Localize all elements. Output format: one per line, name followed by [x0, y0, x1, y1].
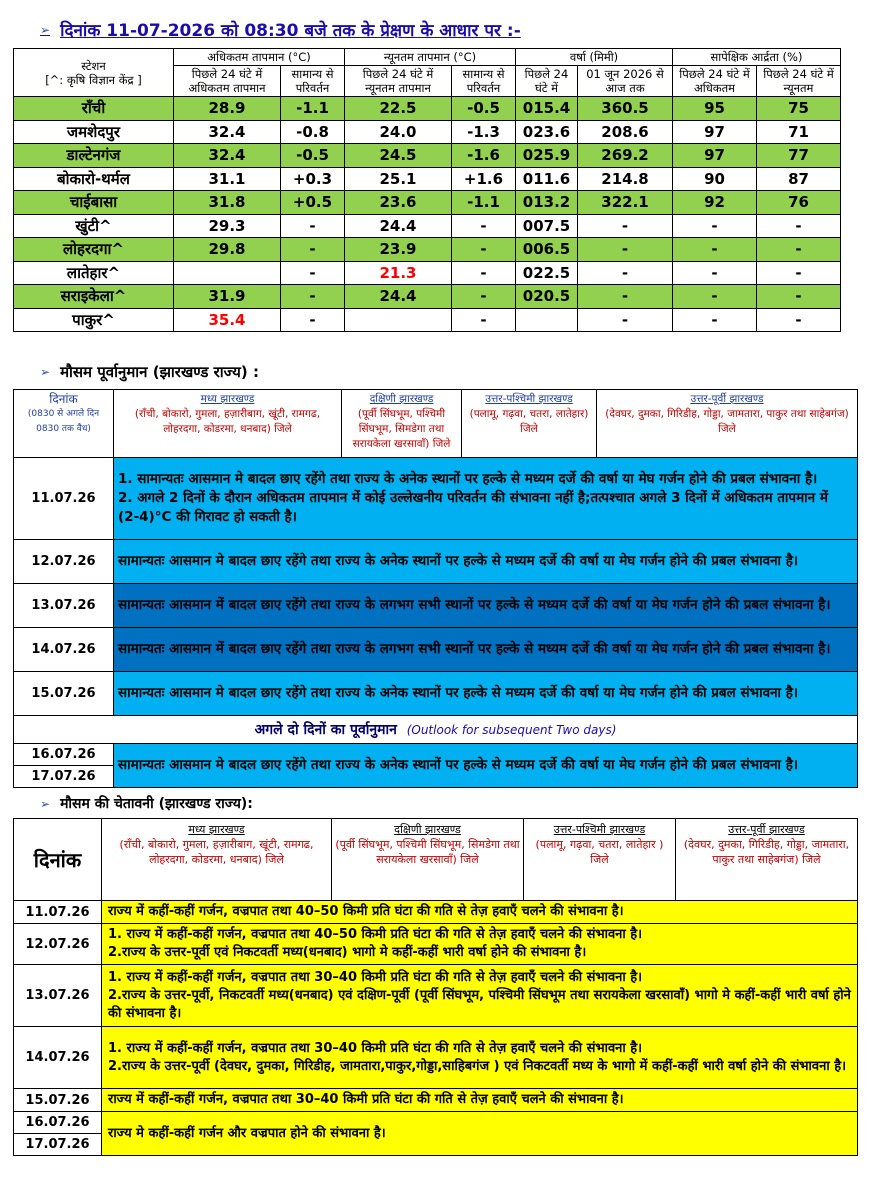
station-name: लातेहार^	[14, 261, 174, 285]
region-header	[114, 390, 342, 458]
station-name: लोहरदगा^	[14, 238, 174, 262]
station-value: -	[757, 214, 841, 238]
station-row	[14, 120, 841, 144]
station-value: -	[673, 285, 757, 309]
station-value: -	[452, 261, 516, 285]
sub-header: सामान्य से परिवर्तन	[281, 66, 345, 97]
station-value: 97	[673, 144, 757, 168]
station-value: -	[452, 238, 516, 262]
station-value: -	[281, 214, 345, 238]
station-row	[14, 191, 841, 215]
station-row	[14, 308, 841, 332]
station-value: 007.5	[516, 214, 578, 238]
station-value: 32.4	[174, 120, 281, 144]
station-value: 71	[757, 120, 841, 144]
station-value: 269.2	[578, 144, 673, 168]
station-value: -	[673, 261, 757, 285]
region-districts: (पूर्वी सिंघभूम, पश्चिमी सिंघभूम, सिमडेगा तथा सरायकेला खरसावाँ) जिले	[335, 838, 520, 866]
warning-date: 12.07.26	[14, 924, 102, 965]
station-value: 23.9	[345, 238, 452, 262]
station-value: -	[673, 214, 757, 238]
station-value: 31.9	[174, 285, 281, 309]
station-name: खुंटी^	[14, 214, 174, 238]
region-name: दक्षिणी झारखण्ड	[369, 393, 434, 405]
warning-text: 1. राज्य में कहीं-कहीं गर्जन, वज्रपात तथा 30–40 किमी प्रति घंटा की गति से तेज़ हवाएँ चलने की संभावना है। 2.राज्य के उत्तर-पूर्वी, निकटवर्ती मध्य(धनबाद) एवं दक्षिण-पूर्वी (पूर्वी सिंघभूम, पश्चिमी सिंघभूम तथा सरायकेला खरसावाँ) भागो मे कहीं-कहीं भारी वर्षा होने की संभावना है।	[102, 965, 858, 1027]
sub-header: पिछले 24 घंटे में न्यूनतम	[757, 66, 841, 97]
region-name: दक्षिणी झारखण्ड	[394, 823, 461, 836]
station-row	[14, 167, 841, 191]
station-value: -	[578, 285, 673, 309]
observation-table	[13, 48, 841, 332]
outlook-sub: (Outlook for subsequent Two days)	[406, 723, 617, 737]
station-value: -0.5	[452, 97, 516, 121]
sub-header: पिछले 24 घंटे में न्यूनतम तापमान	[345, 66, 452, 97]
station-value: 006.5	[516, 238, 578, 262]
arrow-icon: ➢	[40, 22, 51, 37]
date-header-cell	[14, 390, 114, 458]
forecast-date: 14.07.26	[14, 628, 114, 672]
station-value: 24.0	[345, 120, 452, 144]
warning-text: 1. राज्य में कहीं-कहीं गर्जन, वज्रपात तथा 40–50 किमी प्रति घंटा की गति से तेज़ हवाएँ चलने की संभावना है। 2.राज्य के उत्तर-पूर्वी एवं निकटवर्ती मध्य(धनबाद) भागो मे कहीं-कहीं भारी वर्षा होने की संभावना है।	[102, 924, 858, 965]
station-value: 23.6	[345, 191, 452, 215]
warning-date: 13.07.26	[14, 965, 102, 1027]
station-name: राँची	[14, 97, 174, 121]
warning-text: 1. राज्य में कहीं-कहीं गर्जन, वज्रपात तथा 30–40 किमी प्रति घंटा की गति से तेज़ हवाएँ चलने की संभावना है। 2.राज्य के उत्तर-पूर्वी (देवघर, दुमका, गिरिडीह, जामतारा,पाकुर,गोड्डा,साहिबगंज ) एवं निकटवर्ती मध्य के भागो में कहीं-कहीं भारी वर्षा होने की संभावना है।	[102, 1027, 858, 1089]
station-value: 77	[757, 144, 841, 168]
forecast-text: सामान्यतः आसमान में बादल छाए रहेंगे तथा राज्य के लगभग सभी स्थानों पर हल्के से मध्यम दर्जे की वर्षा या मेघ गर्जन होने की प्रबल संभावना है।	[114, 628, 858, 672]
forecast-date: 13.07.26	[14, 584, 114, 628]
outlook-title: अगले दो दिनों का पूर्वानुमान	[254, 722, 397, 738]
station-value: 020.5	[516, 285, 578, 309]
region-name: उत्तर-पूर्वी झारखण्ड	[690, 393, 764, 405]
station-value: -	[578, 261, 673, 285]
station-value: 31.8	[174, 191, 281, 215]
warning-text: राज्य में कहीं-कहीं गर्जन, वज्रपात तथा 30–40 किमी प्रति घंटा की गति से तेज़ हवाएँ चलने की संभावना है।	[102, 1089, 858, 1112]
station-value: -1.6	[452, 144, 516, 168]
station-name: चाईबासा	[14, 191, 174, 215]
station-row	[14, 97, 841, 121]
date-header: दिनांक	[49, 392, 78, 406]
warning-table	[13, 818, 858, 1156]
warning-date-header: दिनांक	[14, 819, 102, 901]
station-value: -1.1	[281, 97, 345, 121]
station-value: 24.4	[345, 285, 452, 309]
forecast-title: मौसम पूर्वानुमान (झारखण्ड राज्य) :	[60, 363, 259, 381]
warning-date: 17.07.26	[14, 1134, 102, 1156]
station-row	[14, 285, 841, 309]
forecast-text: सामान्यतः आसमान में बादल छाए रहेंगे तथा राज्य के लगभग सभी स्थानों पर हल्के से मध्यम दर्जे की वर्षा या मेघ गर्जन होने की प्रबल संभावना है।	[114, 584, 858, 628]
station-value: -1.3	[452, 120, 516, 144]
station-row	[14, 238, 841, 262]
station-value: 75	[757, 97, 841, 121]
station-value: -	[673, 308, 757, 332]
forecast-date: 11.07.26	[14, 458, 114, 540]
station-value: 76	[757, 191, 841, 215]
region-districts: (राँची, बोकारो, गुमला, हज़ारीबाग, खूंटी, रामगढ, लोहरदगा, कोडरमा, धनबाद) जिले	[119, 838, 314, 866]
observation-title: दिनांक 11-07-2026 को 08:30 बजे तक के प्रेक्षण के आधार पर :-	[60, 21, 521, 41]
region-districts: (देवघर, दुमका, गिरिडीह, गोड्डा, जामतारा, पाकुर तथा साहेबगंज) जिले	[605, 408, 849, 435]
sub-header: पिछले 24 घंटे में अधिकतम	[673, 66, 757, 97]
region-districts: (पलामू, गढ़वा, चतरा, लातेहार ) जिले	[535, 838, 664, 866]
station-value: -	[281, 238, 345, 262]
station-value: -	[578, 214, 673, 238]
region-header	[524, 819, 676, 901]
warning-text: राज्य में कहीं-कहीं गर्जन, वज्रपात तथा 40–50 किमी प्रति घंटा की गति से तेज़ हवाएँ चलने की संभावना है।	[102, 901, 858, 924]
station-value: 22.5	[345, 97, 452, 121]
outlook-date: 16.07.26	[14, 744, 114, 766]
region-name: मध्य झारखण्ड	[188, 823, 245, 836]
station-value	[174, 261, 281, 285]
station-value: 21.3	[345, 261, 452, 285]
station-value: 022.5	[516, 261, 578, 285]
region-districts: (देवघर, दुमका, गिरिडीह, गोड्डा, जामतारा, पाकुर तथा साहेबगंज) जिले	[683, 838, 850, 866]
station-value: 011.6	[516, 167, 578, 191]
sub-header: सामान्य से परिवर्तन	[452, 66, 516, 97]
station-value: 023.6	[516, 120, 578, 144]
station-value: +1.6	[452, 167, 516, 191]
station-value: -	[452, 308, 516, 332]
station-value: 013.2	[516, 191, 578, 215]
station-value: -	[757, 238, 841, 262]
station-value: 31.1	[174, 167, 281, 191]
station-name: जमशेदपुर	[14, 120, 174, 144]
group-header: न्यूनतम तापमान (°C)	[345, 49, 516, 66]
station-value: -	[281, 308, 345, 332]
station-value: 25.1	[345, 167, 452, 191]
region-header	[597, 390, 858, 458]
region-name: उत्तर-पूर्वी झारखण्ड	[728, 823, 805, 836]
header-observation	[40, 18, 521, 41]
forecast-date: 15.07.26	[14, 672, 114, 716]
station-value: 24.4	[345, 214, 452, 238]
warning-date: 15.07.26	[14, 1089, 102, 1112]
station-value: 32.4	[174, 144, 281, 168]
station-name: पाकुर^	[14, 308, 174, 332]
station-value: -	[281, 261, 345, 285]
station-value: 360.5	[578, 97, 673, 121]
sub-header: पिछले 24 घंटे में	[516, 66, 578, 97]
station-row	[14, 144, 841, 168]
region-districts: (राँची, बोकारो, गुमला, हज़ारीबाग, खूंटी, रामगढ, लोहरदगा, कोडरमा, धनबाद) जिले	[134, 408, 321, 435]
station-header: स्टेशन	[81, 58, 106, 73]
region-districts: (पूर्वी सिंघभूम, पश्चिमी सिंघभूम, सिमडेगा तथा सरायकेला खरसावाँ) जिले	[352, 408, 451, 450]
date-sub: (0830 से अगले दिन 0830 तक वैध)	[27, 409, 100, 434]
region-header	[332, 819, 524, 901]
station-value: -1.1	[452, 191, 516, 215]
station-value: 95	[673, 97, 757, 121]
station-value: +0.3	[281, 167, 345, 191]
group-header: वर्षा (मिमी)	[516, 49, 673, 66]
warning-date: 11.07.26	[14, 901, 102, 924]
forecast-text: 1. सामान्यतः आसमान मे बादल छाए रहेंगे तथा राज्य के अनेक स्थानों पर हल्के से मध्यम दर्जे की वर्षा या मेघ गर्जन होने की प्रबल संभावना है। 2. अगले 2 दिनों के दौरान अधिकतम तापमान में कोई उल्लेखनीय परिवर्तन की संभावना नहीं है;तत्पश्चात अगले 3 दिनों में अधिकतम तापमान में (2-4)°C की गिरावट हो सकती है।	[114, 458, 858, 540]
arrow-icon: ➢	[40, 365, 51, 379]
station-value: 97	[673, 120, 757, 144]
warning-date: 14.07.26	[14, 1027, 102, 1089]
station-value: 87	[757, 167, 841, 191]
station-value: +0.5	[281, 191, 345, 215]
region-header	[102, 819, 332, 901]
station-name: बोकारो-थर्मल	[14, 167, 174, 191]
outlook-heading	[14, 716, 858, 744]
forecast-text: सामान्यतः आसमान मे बादल छाए रहेंगे तथा राज्य के अनेक स्थानों पर हल्के से मध्यम दर्जे की वर्षा या मेघ गर्जन होने की प्रबल संभावना है।	[114, 672, 858, 716]
station-value: 24.5	[345, 144, 452, 168]
station-row	[14, 214, 841, 238]
station-header-cell	[14, 49, 174, 97]
station-value: -	[578, 238, 673, 262]
station-value: -	[757, 308, 841, 332]
forecast-text: सामान्यतः आसमान मे बादल छाए रहेंगे तथा राज्य के अनेक स्थानों पर हल्के से मध्यम दर्जे की वर्षा या मेघ गर्जन होने की प्रबल संभावना है।	[114, 540, 858, 584]
region-header	[676, 819, 858, 901]
sub-header: पिछले 24 घंटे में अधिकतम तापमान	[174, 66, 281, 97]
station-sub: [^: कृषि विज्ञान केंद्र ]	[45, 72, 142, 87]
sub-header: 01 जून 2026 से आज तक	[578, 66, 673, 97]
station-name: सराइकेला^	[14, 285, 174, 309]
station-row	[14, 261, 841, 285]
station-value: 025.9	[516, 144, 578, 168]
station-value	[516, 308, 578, 332]
station-value: 28.9	[174, 97, 281, 121]
station-value: -	[578, 308, 673, 332]
station-value: -0.8	[281, 120, 345, 144]
station-value: 29.8	[174, 238, 281, 262]
station-value: 29.3	[174, 214, 281, 238]
station-value: 35.4	[174, 308, 281, 332]
outlook-text: सामान्यतः आसमान मे बादल छाए रहेंगे तथा राज्य के अनेक स्थानों पर हल्के से मध्यम दर्जे की वर्षा या मेघ गर्जन होने की प्रबल संभावना है।	[114, 744, 858, 788]
warning-date: 16.07.26	[14, 1112, 102, 1134]
station-value: -	[452, 285, 516, 309]
station-value: 90	[673, 167, 757, 191]
region-header	[342, 390, 462, 458]
station-value: 214.8	[578, 167, 673, 191]
station-value: 015.4	[516, 97, 578, 121]
forecast-date: 12.07.26	[14, 540, 114, 584]
warning-text: राज्य मे कहीं-कहीं गर्जन और वज्रपात होने की संभावना है।	[102, 1112, 858, 1156]
region-header	[462, 390, 597, 458]
group-header: सापेक्षिक आर्द्रता (%)	[673, 49, 841, 66]
region-name: उत्तर-पश्चिमी झारखण्ड	[553, 823, 646, 836]
station-value: -	[281, 285, 345, 309]
warning-title: मौसम की चेतावनी (झारखण्ड राज्य):	[60, 796, 253, 812]
station-value	[345, 308, 452, 332]
station-value: 322.1	[578, 191, 673, 215]
arrow-icon: ➢	[40, 796, 51, 811]
station-name: डाल्टेनगंज	[14, 144, 174, 168]
region-name: मध्य झारखण्ड	[200, 393, 255, 405]
station-value: -	[757, 285, 841, 309]
station-value: 92	[673, 191, 757, 215]
station-value: -0.5	[281, 144, 345, 168]
station-value: -	[757, 261, 841, 285]
station-value: 208.6	[578, 120, 673, 144]
region-districts: (पलामू, गढ़वा, चतरा, लातेहार) जिले	[469, 408, 589, 435]
region-name: उत्तर-पश्चिमी झारखण्ड	[485, 393, 573, 405]
station-value: -	[673, 238, 757, 262]
station-value: -	[452, 214, 516, 238]
outlook-date: 17.07.26	[14, 766, 114, 788]
group-header: अधिकतम तापमान (°C)	[174, 49, 345, 66]
forecast-table	[13, 389, 858, 788]
header-forecast	[40, 362, 259, 382]
header-warning	[40, 794, 253, 813]
